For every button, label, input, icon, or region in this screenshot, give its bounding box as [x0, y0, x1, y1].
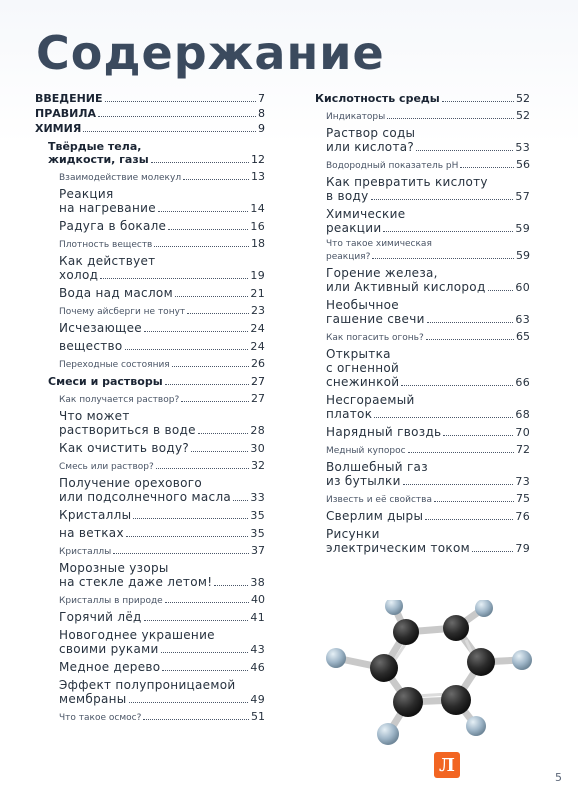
toc-entry-title: на стекле даже летом!: [59, 575, 213, 589]
toc-entry-title-line: Эффект полупроницаемой: [59, 678, 236, 692]
toc-entry-page: 41: [250, 611, 265, 624]
toc-entry-page: 26: [251, 357, 265, 370]
toc-entry: [59, 610, 265, 624]
dot-leader: [488, 289, 514, 291]
dot-leader: [191, 450, 248, 452]
toc-entry-title: Что такое осмос?: [59, 713, 142, 723]
toc-entry-title: на ветках: [59, 526, 124, 540]
toc-entry-title: Смеси и растворы: [48, 375, 163, 388]
dot-leader: [183, 178, 249, 180]
toc-entry-title: Горячий лёд: [59, 610, 142, 624]
dot-leader: [125, 348, 249, 350]
toc-entry-page: 16: [250, 220, 265, 233]
toc-entry-title-line: Необычное: [326, 298, 399, 312]
dot-leader: [165, 383, 249, 385]
toc-entry-page: 27: [251, 375, 265, 388]
dot-leader: [427, 321, 514, 323]
toc-entry-title: или Активный кислород: [326, 280, 486, 294]
toc-entry-page: 56: [516, 158, 530, 171]
dot-leader: [416, 149, 513, 151]
toc-entry-page: 19: [250, 269, 265, 282]
toc-entry-title: гашение свечи: [326, 312, 425, 326]
toc-entry: [59, 219, 265, 233]
toc-entry: [35, 122, 265, 135]
toc-entry: [326, 175, 530, 203]
toc-entry: [59, 170, 265, 183]
toc-entry: [326, 239, 530, 262]
toc-entry-page: 18: [251, 237, 265, 250]
toc-entry: [59, 441, 265, 455]
toc-entry-title: или кислота?: [326, 140, 415, 154]
toc-entry-title: Взаимодействие молекул: [59, 173, 182, 183]
toc-entry-title-line: с огненной: [326, 361, 400, 375]
toc-entry: [59, 321, 265, 335]
toc-entry-title-line: Раствор соды: [326, 126, 416, 140]
dot-leader: [126, 535, 249, 537]
dot-leader: [408, 451, 514, 453]
toc-entry-page: 21: [250, 287, 265, 300]
toc-entry-title: на нагревание: [59, 201, 156, 215]
toc-entry-title: вещество: [59, 339, 123, 353]
toc-entry-page: 32: [251, 459, 265, 472]
dot-leader: [443, 434, 513, 436]
toc-entry-title-line: Химические: [326, 207, 406, 221]
toc-entry-page: 27: [251, 392, 265, 405]
toc-entry-title-line: Что может: [59, 409, 130, 423]
toc-entry-page: 24: [250, 322, 265, 335]
toc-entry: [48, 140, 265, 166]
dot-leader: [374, 416, 513, 418]
toc-entry: [59, 304, 265, 317]
toc-entry-page: 49: [250, 693, 265, 706]
toc-entry: [326, 347, 530, 389]
toc-entry-page: 59: [515, 222, 530, 235]
toc-column-left: [35, 92, 265, 723]
toc-entry-title: Кислотность среды: [315, 92, 440, 105]
toc-entry-title: снежинкой: [326, 375, 400, 389]
toc-entry-title: Как погасить огонь?: [326, 333, 424, 343]
toc-entry: [326, 393, 530, 421]
toc-entry-title: Как получается раствор?: [59, 395, 180, 405]
toc-entry: [59, 187, 265, 215]
dot-leader: [371, 198, 514, 200]
dot-leader: [181, 400, 249, 402]
dot-leader: [154, 245, 249, 247]
dot-leader: [168, 228, 248, 230]
publisher-logo: Л: [434, 752, 460, 778]
toc-entry-page: 37: [251, 544, 265, 557]
dot-leader: [460, 166, 514, 168]
toc-entry: [326, 126, 530, 154]
dot-leader: [83, 130, 256, 132]
toc-entry-page: 40: [251, 593, 265, 606]
toc-entry-page: 51: [251, 710, 265, 723]
dot-leader: [175, 295, 248, 297]
toc-entry: [326, 460, 530, 488]
dot-leader: [156, 467, 249, 469]
dot-leader: [472, 550, 513, 552]
toc-entry-title: ПРАВИЛА: [35, 107, 97, 120]
dot-leader: [133, 517, 248, 519]
toc-entry-page: 68: [515, 408, 530, 421]
dot-leader: [372, 257, 514, 259]
toc-entry: [59, 409, 265, 437]
dot-leader: [387, 117, 514, 119]
toc-entry: [326, 509, 530, 523]
toc-entry-title-line: Как превратить кислоту: [326, 175, 488, 189]
dot-leader: [383, 230, 513, 232]
toc-entry: [59, 476, 265, 504]
dot-leader: [401, 384, 513, 386]
toc-entry-page: 57: [515, 190, 530, 203]
toc-entry: [59, 286, 265, 300]
toc-entry-page: 24: [250, 340, 265, 353]
toc-entry: [59, 561, 265, 589]
toc-entry-page: 35: [250, 509, 265, 522]
toc-entry-page: 8: [258, 107, 265, 120]
toc-entry-title: Как очистить воду?: [59, 441, 190, 455]
toc-entry-title: Вода над маслом: [59, 286, 173, 300]
toc-entry: [59, 339, 265, 353]
toc-entry-page: 43: [250, 643, 265, 656]
dot-leader: [434, 500, 514, 502]
toc-entry-page: 75: [516, 492, 530, 505]
dot-leader: [426, 338, 514, 340]
toc-entry-page: 73: [515, 475, 530, 488]
toc-entry: [59, 392, 265, 405]
toc-entry-title: ХИМИЯ: [35, 122, 82, 135]
toc-entry-title: холод: [59, 268, 99, 282]
toc-entry-title-line: Что такое химическая: [326, 239, 432, 249]
toc-entry-page: 13: [251, 170, 265, 183]
toc-entry-title: раствориться в воде: [59, 423, 196, 437]
toc-entry: [326, 425, 530, 439]
toc-entry-title: Радуга в бокале: [59, 219, 167, 233]
toc-entry-page: 52: [516, 109, 530, 122]
toc-entry-title: Исчезающее: [59, 321, 142, 335]
toc-entry: [326, 109, 530, 122]
toc-entry-page: 72: [516, 443, 530, 456]
toc-entry-page: 60: [515, 281, 530, 294]
dot-leader: [98, 115, 256, 117]
toc-entry: [59, 678, 265, 706]
toc-entry: [59, 459, 265, 472]
dot-leader: [233, 499, 248, 501]
toc-entry-title: Известь и её свойства: [326, 495, 432, 505]
toc-entry: [35, 107, 265, 120]
toc-entry-page: 70: [515, 426, 530, 439]
toc-entry-title-line: Открытка: [326, 347, 391, 361]
toc-entry-title: ВВЕДЕНИЕ: [35, 92, 103, 105]
dot-leader: [143, 718, 249, 720]
dot-leader: [158, 210, 249, 212]
toc-entry-page: 65: [516, 330, 530, 343]
toc-entry: [59, 357, 265, 370]
toc-entry-title: электрическим током: [326, 541, 470, 555]
toc-entry-title-line: Реакция: [59, 187, 114, 201]
toc-entry-title-line: Новогоднее украшение: [59, 628, 215, 642]
toc-entry-title: Плотность веществ: [59, 240, 153, 250]
toc-entry-page: 14: [250, 202, 265, 215]
toc-entry-title: в воду: [326, 189, 369, 203]
dot-leader: [403, 483, 514, 485]
dot-leader: [425, 518, 513, 520]
dot-leader: [214, 584, 248, 586]
toc-entry: [326, 443, 530, 456]
toc-entry-page: 59: [516, 249, 530, 262]
toc-entry-title-line: Получение орехового: [59, 476, 202, 490]
toc-entry-page: 52: [516, 92, 530, 105]
toc-entry-page: 33: [250, 491, 265, 504]
dot-leader: [100, 277, 248, 279]
toc-entry: [35, 92, 265, 105]
toc-entry-page: 23: [251, 304, 265, 317]
toc-entry: [59, 660, 265, 674]
toc-entry-title-line: Горение железа,: [326, 266, 438, 280]
dot-leader: [161, 651, 249, 653]
toc-entry-page: 76: [515, 510, 530, 523]
toc-column-right: [302, 92, 530, 555]
toc-entry-page: 35: [250, 527, 265, 540]
dot-leader: [144, 330, 248, 332]
dot-leader: [144, 619, 249, 621]
toc-entry-title-line: Твёрдые тела,: [48, 140, 142, 153]
toc-entry: [59, 254, 265, 282]
toc-entry-title: реакция?: [326, 252, 371, 262]
dot-leader: [172, 365, 249, 367]
toc-entry-title: Медное дерево: [59, 660, 161, 674]
toc-entry: [59, 593, 265, 606]
toc-entry-title: реакции: [326, 221, 382, 235]
toc-entry: [59, 508, 265, 522]
toc-entry: [326, 527, 530, 555]
toc-entry-title: платок: [326, 407, 373, 421]
dot-leader: [113, 552, 249, 554]
toc-entry-title: Водородный показатель pH: [326, 161, 459, 171]
toc-entry-title: Нарядный гвоздь: [326, 425, 442, 439]
dot-leader: [105, 100, 256, 102]
toc-entry-page: 28: [250, 424, 265, 437]
toc-entry: [59, 628, 265, 656]
dot-leader: [129, 701, 249, 703]
toc-entry: [315, 92, 530, 105]
toc-entry-page: 9: [258, 122, 265, 135]
toc-entry-title: Индикаторы: [326, 112, 386, 122]
toc-entry: [59, 710, 265, 723]
toc-entry-title: жидкости, газы: [48, 153, 149, 166]
toc-entry-title-line: Как действует: [59, 254, 156, 268]
toc-entry-page: 46: [250, 661, 265, 674]
toc-entry-title: Кристаллы: [59, 547, 112, 557]
toc-entry-page: 38: [250, 576, 265, 589]
toc-entry-page: 66: [515, 376, 530, 389]
dot-leader: [187, 312, 249, 314]
toc-entry-title-line: Рисунки: [326, 527, 380, 541]
toc-entry-page: 30: [250, 442, 265, 455]
toc-entry-title: Почему айсберги не тонут: [59, 307, 186, 317]
dot-leader: [198, 432, 249, 434]
toc-entry-page: 53: [515, 141, 530, 154]
toc-entry-title: Медный купорос: [326, 446, 406, 456]
toc-entry: [326, 492, 530, 505]
toc-entry-page: 7: [258, 92, 265, 105]
toc-entry: [326, 266, 530, 294]
toc-entry: [59, 526, 265, 540]
toc-entry: [48, 375, 265, 388]
toc-entry-title: Сверлим дыры: [326, 509, 424, 523]
toc-entry-title-line: Несгораемый: [326, 393, 415, 407]
toc-entry-title-line: Морозные узоры: [59, 561, 169, 575]
toc-entry-title: Переходные состояния: [59, 360, 170, 370]
toc-entry: [326, 158, 530, 171]
toc-entry-title-line: Волшебный газ: [326, 460, 428, 474]
toc-entry: [59, 237, 265, 250]
toc-entry-title: Кристаллы: [59, 508, 132, 522]
toc-entry-title: своими руками: [59, 642, 159, 656]
dot-leader: [165, 601, 249, 603]
page-title: Содержание: [36, 26, 385, 80]
toc-entry: [326, 207, 530, 235]
toc-entry-title: из бутылки: [326, 474, 401, 488]
toc-entry-title: мембраны: [59, 692, 127, 706]
toc-entry: [326, 298, 530, 326]
toc-entry-page: 12: [251, 153, 265, 166]
dot-leader: [162, 669, 248, 671]
toc-entry-title: Смесь или раствор?: [59, 462, 154, 472]
toc-entry: [59, 544, 265, 557]
toc-entry-title: Кристаллы в природе: [59, 596, 163, 606]
page-number: 5: [555, 771, 562, 784]
dot-leader: [442, 100, 514, 102]
toc-entry-page: 63: [515, 313, 530, 326]
toc-entry-title: или подсолнечного масла: [59, 490, 232, 504]
benzene-molecule-illustration: [316, 600, 546, 770]
toc-entry-page: 79: [515, 542, 530, 555]
toc-entry: [326, 330, 530, 343]
dot-leader: [151, 161, 249, 163]
